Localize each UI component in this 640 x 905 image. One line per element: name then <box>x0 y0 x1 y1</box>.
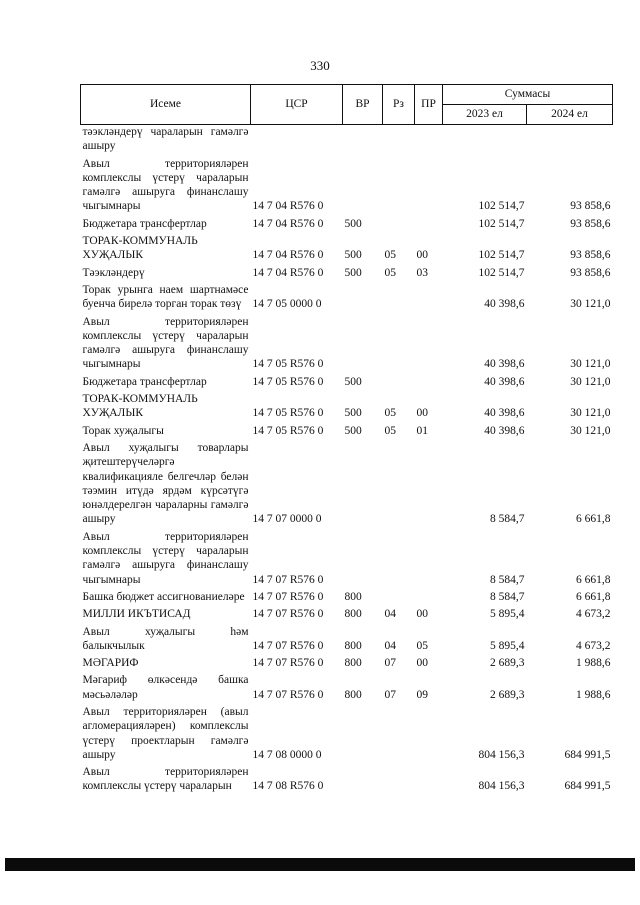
row-vr <box>343 283 383 312</box>
row-name: Бюджетара трансфертлар <box>82 217 207 230</box>
row-csr: 14 7 05 R576 0 <box>252 358 324 371</box>
table-row <box>81 765 613 794</box>
row-vr: 800 <box>344 639 362 652</box>
row-sum-2023: 8 584,7 <box>490 590 525 603</box>
row-pr: 09 <box>416 688 428 701</box>
row-sum-2024: 30 121,0 <box>570 358 611 371</box>
table-row <box>81 656 613 670</box>
row-pr <box>415 283 443 312</box>
row-rz: 05 <box>384 424 396 437</box>
row-name: тәэкләндерү чараларын гамәлгә ашыру <box>82 126 249 153</box>
row-name: Авыл территорияләрен комплекслы үстерү чараларын <box>82 766 249 793</box>
row-pr <box>415 315 443 372</box>
table-row <box>81 283 613 312</box>
row-csr: 14 7 05 R576 0 <box>252 407 324 420</box>
row-rz <box>383 125 415 154</box>
row-sum-2024: 684 991,5 <box>564 780 611 793</box>
row-rz <box>383 530 415 587</box>
row-csr: 14 7 05 R576 0 <box>252 424 324 437</box>
row-name: Авыл территорияләрен комплекслы үстерү чараларын гамәлгә ашыруга финанслашу чыгымнары <box>82 315 249 371</box>
table-row <box>81 315 613 372</box>
row-vr: 500 <box>344 407 362 420</box>
row-rz <box>383 315 415 372</box>
row-sum-2024: 684 991,5 <box>564 748 611 761</box>
row-sum-2024: 30 121,0 <box>570 375 611 388</box>
table-header <box>81 85 613 125</box>
table-row <box>81 590 613 604</box>
row-csr: 14 7 04 R576 0 <box>252 200 324 213</box>
row-sum-2024: 4 673,2 <box>576 639 611 652</box>
row-pr <box>415 125 443 154</box>
row-csr: 14 7 07 R576 0 <box>252 639 324 652</box>
row-csr: 14 7 07 R576 0 <box>252 573 324 586</box>
row-spacer <box>81 794 613 797</box>
budget-table <box>80 84 613 797</box>
row-sum-2024: 6 661,8 <box>576 573 611 586</box>
row-name: Авыл территорияләрен комплекслы үстерү чараларын гамәлгә ашыруга финанслашу чыгымнары <box>82 530 249 586</box>
scan-edge-bar <box>5 858 635 871</box>
row-vr: 500 <box>344 217 362 230</box>
table-row <box>81 530 613 587</box>
row-csr: 14 7 05 0000 0 <box>252 298 322 311</box>
row-sum-2024: 93 858,6 <box>570 266 611 279</box>
row-sum-2023: 8 584,7 <box>490 573 525 586</box>
row-sum-2024: 30 121,0 <box>570 407 611 420</box>
header-year-2024: 2024 ел <box>527 105 613 125</box>
row-csr <box>251 125 343 154</box>
row-pr <box>415 157 443 214</box>
row-vr: 500 <box>344 375 362 388</box>
row-pr: 03 <box>416 266 428 279</box>
row-vr <box>343 441 383 527</box>
row-pr <box>415 530 443 587</box>
row-csr: 14 7 05 R576 0 <box>252 375 324 388</box>
row-name: МИЛЛИ ИКЪТИСАД <box>82 608 191 621</box>
header-name: Исеме <box>81 85 251 125</box>
row-vr: 500 <box>344 249 362 262</box>
row-name: Бюджетара трансфертлар <box>82 375 207 388</box>
table-row <box>81 375 613 389</box>
table-row <box>81 217 613 231</box>
row-sum-2024: 30 121,0 <box>570 424 611 437</box>
row-vr <box>343 705 383 762</box>
row-sum-2023: 40 398,6 <box>484 407 525 420</box>
row-sum-2023: 804 156,3 <box>478 748 525 761</box>
row-csr: 14 7 07 R576 0 <box>252 590 324 603</box>
row-vr: 800 <box>344 657 362 670</box>
row-csr: 14 7 07 R576 0 <box>252 608 324 621</box>
row-sum-2024: 4 673,2 <box>576 608 611 621</box>
row-name: Торак хуҗалыгы <box>82 424 164 437</box>
row-rz <box>383 705 415 762</box>
row-rz <box>383 157 415 214</box>
row-sum-2023: 5 895,4 <box>490 639 525 652</box>
row-sum-2023: 2 689,3 <box>490 657 525 670</box>
row-name: Авыл хуҗалыгы товарлары җитештерүчеләргә квалификацияле белгечләр белән тәэмин итүдә ярдәм күрсәтүгә юнәлдерелгән чараларны гамәлгә ашыру <box>82 441 249 526</box>
row-name: Авыл территорияләрен комплекслы үстерү чараларын гамәлгә ашыруга финанслашу чыгымнары <box>82 157 249 213</box>
row-rz <box>383 375 415 389</box>
row-spacer-cell <box>81 794 613 797</box>
row-vr <box>343 530 383 587</box>
row-csr: 14 7 08 R576 0 <box>252 780 324 793</box>
row-csr: 14 7 07 0000 0 <box>252 513 322 526</box>
table-row <box>81 424 613 438</box>
row-rz: 05 <box>384 249 396 262</box>
row-sum-2024: 93 858,6 <box>570 200 611 213</box>
row-vr <box>343 157 383 214</box>
row-csr: 14 7 04 R576 0 <box>252 217 324 230</box>
row-vr: 800 <box>344 688 362 701</box>
row-rz <box>383 765 415 794</box>
row-sum-2023: 40 398,6 <box>484 298 525 311</box>
row-csr: 14 7 07 R576 0 <box>252 688 324 701</box>
header-rz: Рз <box>383 85 415 125</box>
row-pr <box>415 590 443 604</box>
row-sum-2023: 102 514,7 <box>478 217 525 230</box>
row-name: Торак урынга наем шартнамәсе буенча бирелә торган торак төзү <box>82 283 249 311</box>
row-vr: 500 <box>344 424 362 437</box>
table-row <box>81 625 613 654</box>
row-name: Мәгариф өлкәсендә башка мәсьәләләр <box>82 674 249 701</box>
row-name: Тәэкләндерү <box>82 266 145 279</box>
row-sum-2023: 40 398,6 <box>484 375 525 388</box>
row-vr <box>343 765 383 794</box>
row-pr: 05 <box>416 639 428 652</box>
table-row <box>81 673 613 702</box>
row-pr: 01 <box>416 424 428 437</box>
row-name: Авыл хуҗалыгы һәм балыкчылык <box>82 625 249 652</box>
row-pr: 00 <box>416 407 428 420</box>
row-rz <box>383 590 415 604</box>
row-rz <box>383 441 415 527</box>
table-row <box>81 266 613 280</box>
row-sum-2024: 1 988,6 <box>576 657 611 670</box>
row-sum-2023: 40 398,6 <box>484 424 525 437</box>
row-sum-2023: 102 514,7 <box>478 266 525 279</box>
row-sum-2023: 102 514,7 <box>478 200 525 213</box>
row-csr: 14 7 08 0000 0 <box>252 748 322 761</box>
row-rz: 05 <box>384 407 396 420</box>
row-pr <box>415 217 443 231</box>
row-sum-2023: 5 895,4 <box>490 608 525 621</box>
row-sum-2024: 93 858,6 <box>570 217 611 230</box>
row-vr <box>343 315 383 372</box>
table-row <box>81 125 613 154</box>
row-vr: 500 <box>344 266 362 279</box>
row-csr: 14 7 04 R576 0 <box>252 249 324 262</box>
row-rz: 04 <box>384 639 396 652</box>
row-sum-2023: 8 584,7 <box>490 513 525 526</box>
table-row <box>81 607 613 621</box>
row-sum-2024: 6 661,8 <box>576 513 611 526</box>
row-sum-2023 <box>443 125 527 154</box>
row-sum-2023: 40 398,6 <box>484 358 525 371</box>
row-sum-2024: 1 988,6 <box>576 688 611 701</box>
row-name: Башка бюджет ассигнованиеләре <box>82 590 245 603</box>
table-row <box>81 234 613 263</box>
table-row <box>81 157 613 214</box>
row-sum-2023: 2 689,3 <box>490 688 525 701</box>
row-vr: 800 <box>344 608 362 621</box>
row-rz: 04 <box>384 608 396 621</box>
row-pr: 00 <box>416 608 428 621</box>
header-vr: ВР <box>343 85 383 125</box>
row-pr <box>415 441 443 527</box>
row-rz: 05 <box>384 266 396 279</box>
table-row <box>81 392 613 421</box>
header-pr: ПР <box>415 85 443 125</box>
row-rz: 07 <box>384 657 396 670</box>
row-sum-2024: 6 661,8 <box>576 590 611 603</box>
header-csr: ЦСР <box>251 85 343 125</box>
row-pr <box>415 765 443 794</box>
row-sum-2024: 30 121,0 <box>570 298 611 311</box>
row-rz: 07 <box>384 688 396 701</box>
page-number: 330 <box>310 58 330 73</box>
row-pr: 00 <box>416 249 428 262</box>
row-rz <box>383 217 415 231</box>
table-row <box>81 441 613 527</box>
row-pr <box>415 705 443 762</box>
row-sum-2023: 102 514,7 <box>478 249 525 262</box>
row-name: Авыл территорияләрен (авыл агломерацияләрен) комплекслы үстерү проектларын гамәлгә ашыру <box>82 705 249 761</box>
header-sums: Суммасы <box>443 85 613 105</box>
row-name: МӘГАРИФ <box>82 657 139 670</box>
row-sum-2024: 93 858,6 <box>570 249 611 262</box>
table-row <box>81 705 613 762</box>
row-sum-2023: 804 156,3 <box>478 780 525 793</box>
row-sum-2024 <box>527 125 613 154</box>
row-pr: 00 <box>416 657 428 670</box>
header-year-2023: 2023 ел <box>443 105 527 125</box>
row-pr <box>415 375 443 389</box>
row-csr: 14 7 04 R576 0 <box>252 266 324 279</box>
row-csr: 14 7 07 R576 0 <box>252 657 324 670</box>
row-vr <box>343 125 383 154</box>
row-vr: 800 <box>344 590 362 603</box>
table-body <box>81 125 613 797</box>
row-rz <box>383 283 415 312</box>
row-name: ТОРАК-КОММУНАЛЬ ХУҖАЛЫК <box>82 235 198 262</box>
row-name: ТОРАК-КОММУНАЛЬ ХУҖАЛЫК <box>82 393 198 420</box>
